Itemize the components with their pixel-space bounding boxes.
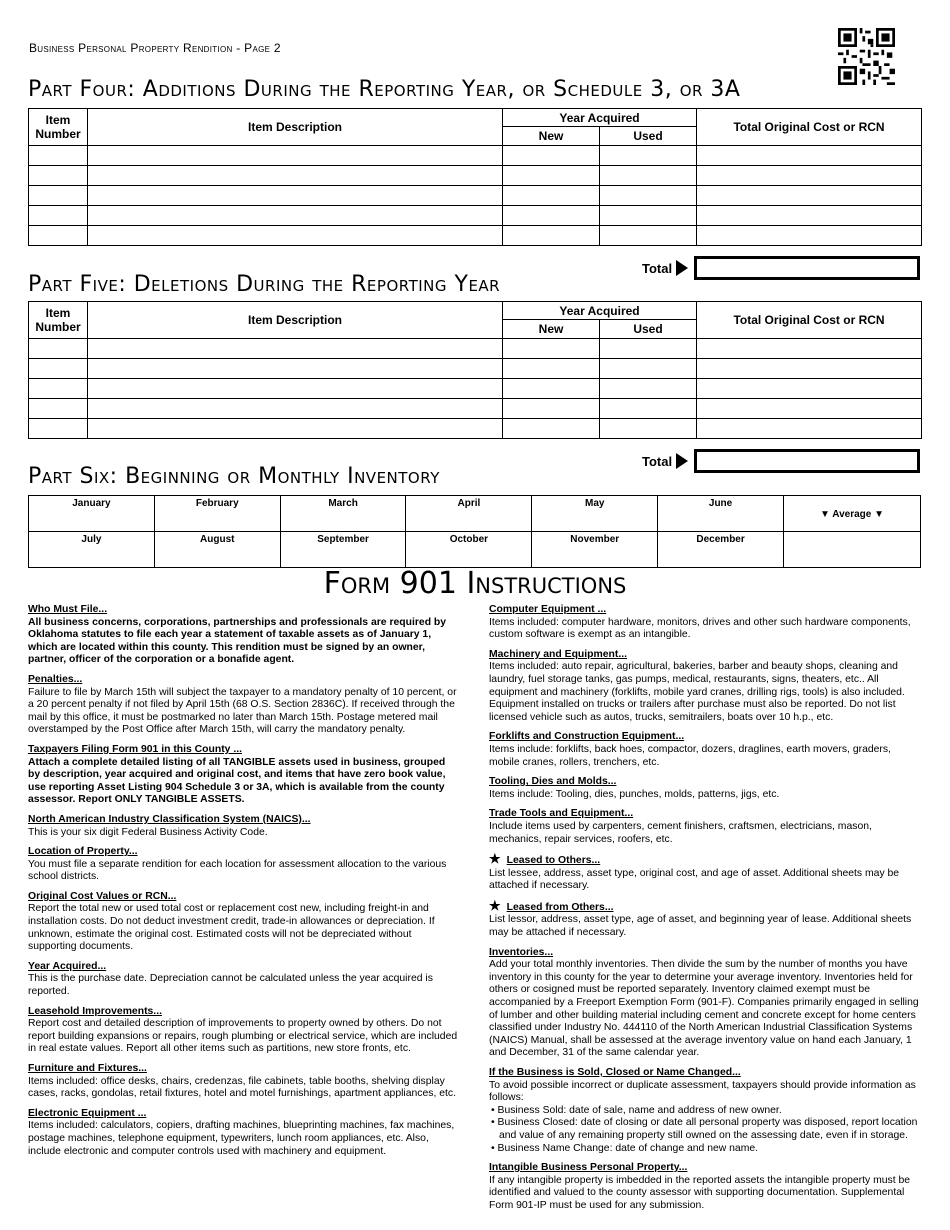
section-furniture-and-fixtures — [28, 1063, 460, 1101]
month-january[interactable]: January — [29, 496, 155, 532]
section-body: Items include: forklifts, back hoes, compactor, dozers, draglines, earth movers, graders, mobile cranes, rollers, trenchers, etc. — [489, 743, 891, 768]
section-heading — [28, 604, 460, 617]
col-item-description: Item Description — [88, 109, 503, 146]
item-number-field[interactable] — [29, 206, 88, 226]
total-cost-field[interactable] — [697, 186, 922, 206]
section-body: This is your six digit Federal Business Activity Code. — [28, 826, 268, 838]
section-heading-text: Intangible Business Personal Property... — [489, 1162, 688, 1174]
section-heading — [489, 604, 921, 617]
section-body: Report cost and detailed description of improvements to property owned by others. Do not report building expansions or repairs, rough plumbing or electrical service, which are included in real estate values. Report all other items such as partitions, new store fronts, etc. — [28, 1018, 458, 1055]
item-number-field[interactable] — [29, 419, 88, 439]
section-heading — [489, 808, 921, 821]
col-item-number: Item Number — [29, 302, 88, 339]
section-heading-text: Location of Property... — [28, 846, 138, 858]
section-body: Items include: Tooling, dies, punches, molds, patterns, jigs, etc. — [489, 788, 780, 800]
used-year-field[interactable] — [600, 359, 697, 379]
section-body: This is the purchase date. Depreciation cannot be calculated unless the year acquired is reported. — [28, 973, 433, 998]
section-original-cost-values-or-rcn — [28, 891, 460, 954]
section-heading-text: Furniture and Fixtures... — [28, 1063, 147, 1074]
col-new: New — [503, 127, 600, 146]
month-march[interactable]: March — [280, 496, 406, 532]
used-year-field[interactable] — [600, 226, 697, 246]
section-year-acquired — [28, 961, 460, 999]
item-number-field[interactable] — [29, 166, 88, 186]
month-november[interactable]: November — [532, 532, 658, 568]
section-body: All business concerns, corporations, partnerships and professionals are required by Oklahoma statutes to file each year a statement of taxable assets as of January 1, which are located within this county. This rendition must be signed by an owner, partner, officer of the corporation or a bonafide agent. — [28, 616, 447, 666]
section-heading — [28, 961, 460, 974]
section-body: You must file a separate rendition for each location for assessment allocation to the various school districts. — [28, 858, 447, 883]
col-year-acquired: Year Acquired — [503, 109, 697, 127]
item-description-field[interactable] — [88, 206, 503, 226]
section-heading — [489, 731, 921, 744]
bullet-list — [489, 1105, 921, 1155]
qr-code-icon — [838, 28, 895, 85]
item-number-field[interactable] — [29, 226, 88, 246]
arrow-right-icon — [676, 453, 688, 469]
col-year-acquired: Year Acquired — [503, 302, 697, 320]
section-heading-text: Trade Tools and Equipment... — [489, 808, 634, 820]
item-description-field[interactable] — [88, 359, 503, 379]
section-heading — [489, 947, 921, 960]
table-row — [29, 166, 922, 186]
section-tooling-dies-and-molds — [489, 776, 921, 801]
used-year-field[interactable] — [600, 399, 697, 419]
total-label: Total — [642, 260, 673, 276]
section-penalties — [28, 674, 460, 737]
section-heading-text: Leasehold Improvements... — [28, 1005, 162, 1017]
section-heading-text: Taxpayers Filing Form 901 in this County ... — [28, 743, 243, 755]
item-number-field[interactable] — [29, 359, 88, 379]
table-row — [29, 399, 922, 419]
col-total-cost: Total Original Cost or RCN — [697, 302, 922, 339]
month-may[interactable]: May — [532, 496, 658, 532]
section-heading-text: Leased from Others... — [506, 901, 614, 913]
item-description-field[interactable] — [88, 226, 503, 246]
used-year-field[interactable] — [600, 146, 697, 166]
col-new: New — [503, 320, 600, 339]
new-year-field[interactable] — [503, 379, 600, 399]
section-body: List lessee, address, asset type, original cost, and age of asset. Additional sheets may be attached if necessary. — [489, 867, 900, 892]
section-taxpayers-filing-form-901-in-this-county — [28, 744, 460, 807]
table-row — [29, 339, 922, 359]
section-heading — [28, 1063, 460, 1076]
section-intangible-business-personal-property — [489, 1162, 921, 1212]
total-cost-field[interactable] — [697, 166, 922, 186]
section-heading — [489, 776, 921, 789]
part-five-total-row — [642, 449, 920, 473]
used-year-field[interactable] — [600, 206, 697, 226]
item-description-field[interactable] — [88, 419, 503, 439]
section-leased-from-others — [489, 897, 921, 940]
section-who-must-file — [28, 604, 460, 667]
table-row — [29, 186, 922, 206]
section-heading — [28, 1108, 460, 1121]
section-heading — [489, 1067, 921, 1080]
new-year-field[interactable] — [503, 166, 600, 186]
total-cost-field[interactable] — [697, 206, 922, 226]
section-heading — [28, 814, 460, 827]
section-heading — [28, 891, 460, 904]
section-heading-text: Electronic Equipment ... — [28, 1107, 147, 1119]
star-icon: ★ — [489, 897, 501, 913]
item-description-field[interactable] — [88, 166, 503, 186]
item-description-field[interactable] — [88, 146, 503, 166]
section-heading-text: Inventories... — [489, 946, 554, 958]
item-description-field[interactable] — [88, 379, 503, 399]
section-heading-text: Tooling, Dies and Molds... — [489, 776, 617, 788]
new-year-field[interactable] — [503, 226, 600, 246]
month-april[interactable]: April — [406, 496, 532, 532]
section-heading-text: Forklifts and Construction Equipment... — [489, 731, 685, 743]
table-row — [29, 146, 922, 166]
section-heading-text: Penalties... — [28, 673, 83, 685]
table-row — [29, 419, 922, 439]
instructions-title: Form 901 Instructions — [323, 566, 627, 601]
item-number-field[interactable] — [29, 399, 88, 419]
section-heading — [28, 846, 460, 859]
section-heading-text: Leased to Others... — [506, 855, 601, 867]
new-year-field[interactable] — [503, 399, 600, 419]
section-electronic-equipment — [28, 1108, 460, 1158]
section-north-american-industry-classification-system-naics — [28, 814, 460, 839]
section-trade-tools-and-equipment — [489, 808, 921, 846]
list-item: • Business Sold: date of sale, name and address of new owner. — [491, 1104, 782, 1116]
col-total-cost: Total Original Cost or RCN — [697, 109, 922, 146]
used-year-field[interactable] — [600, 379, 697, 399]
month-february[interactable]: February — [154, 496, 280, 532]
part-five-title: Part Five: Deletions During the Reporting Year — [28, 272, 501, 297]
col-used: Used — [600, 320, 697, 339]
used-year-field[interactable] — [600, 166, 697, 186]
total-cost-field[interactable] — [697, 339, 922, 359]
section-leasehold-improvements — [28, 1006, 460, 1056]
total-cost-field[interactable] — [697, 146, 922, 166]
section-heading — [28, 744, 460, 757]
section-body: Include items used by carpenters, cement finishers, craftsmen, electricians, mason, mechanics, repair services, roofers, etc. — [489, 820, 872, 845]
part-six-title: Part Six: Beginning or Monthly Inventory — [28, 464, 440, 489]
col-item-description: Item Description — [88, 302, 503, 339]
list-item: • Business Closed: date of closing or date all personal property was disposed, report location and value of any remaining property still owned on the assessing date, even if in storage. — [491, 1117, 918, 1141]
section-heading-text: Machinery and Equipment... — [489, 648, 627, 660]
item-description-field[interactable] — [88, 399, 503, 419]
part-four-total-field[interactable] — [694, 256, 920, 280]
table-row — [29, 359, 922, 379]
total-cost-field[interactable] — [697, 226, 922, 246]
section-heading — [28, 674, 460, 687]
section-body: Items included: calculators, copiers, drafting machines, blueprinting machines, fax machines, postage machines, telephone equipment, typewriters, lunch room appliances, etc. Also, include electronic and computer controls used with machinery and equipment. — [28, 1120, 455, 1157]
item-description-field[interactable] — [88, 339, 503, 359]
inventory-table — [28, 495, 921, 568]
section-heading-text: North American Industry Classification System (NAICS)... — [28, 813, 311, 825]
col-item-number: Item Number — [29, 109, 88, 146]
section-heading — [489, 1162, 921, 1175]
table-row — [29, 206, 922, 226]
new-year-field[interactable] — [503, 206, 600, 226]
item-number-field[interactable] — [29, 339, 88, 359]
page-header: Business Personal Property Rendition - Page 2 — [29, 41, 281, 55]
list-item: • Business Name Change: date of change and new name. — [491, 1142, 759, 1154]
item-number-field[interactable] — [29, 186, 88, 206]
month-october[interactable]: October — [406, 532, 532, 568]
star-icon: ★ — [489, 851, 501, 867]
section-heading — [28, 1006, 460, 1019]
section-body: Report the total new or used total cost or replacement cost new, including freight-in and installation costs. Do not deduct investment credit, trade-in allowances or depreciation. If unknown, estimate the original cost. Estimated costs will not be depreciated without supporting documents. — [28, 903, 435, 953]
section-body: Items included: computer hardware, monitors, drives and other such hardware components, custom software is exempt as an intangible. — [489, 616, 911, 641]
month-july[interactable]: July — [29, 532, 155, 568]
section-heading-text: Computer Equipment ... — [489, 604, 607, 615]
table-row — [29, 226, 922, 246]
section-if-the-business-is-sold-closed-or-name-changed — [489, 1067, 921, 1155]
section-machinery-and-equipment — [489, 649, 921, 725]
section-heading-text: If the Business is Sold, Closed or Name Changed... — [489, 1067, 741, 1078]
part-four-total-row — [642, 256, 920, 280]
average-field[interactable] — [784, 532, 921, 568]
section-body: To avoid possible incorrect or duplicate assessment, taxpayers should provide information as follows: — [489, 1079, 916, 1104]
section-heading-text: Who Must File... — [28, 604, 108, 615]
month-june[interactable]: June — [658, 496, 784, 532]
total-cost-field[interactable] — [697, 379, 922, 399]
section-body: Attach a complete detailed listing of all TANGIBLE assets used in business, grouped by description, year acquired and original cost, and items that have zero book value, use reporting Asset Listing 904 Schedule 3 or 3A, which is available from the county assessor. Report ONLY TANGIBLE ASSETS. — [28, 756, 446, 806]
section-body: List lessor, address, asset type, age of asset, and beginning year of lease. Additional sheets may be attached if necessary. — [489, 914, 912, 939]
item-description-field[interactable] — [88, 186, 503, 206]
item-number-field[interactable] — [29, 379, 88, 399]
item-number-field[interactable] — [29, 146, 88, 166]
arrow-right-icon — [676, 260, 688, 276]
average-label: ▼ Average ▼ — [784, 496, 921, 532]
section-leased-to-others — [489, 853, 921, 893]
section-location-of-property — [28, 846, 460, 884]
section-body: Items included: auto repair, agricultural, bakeries, barber and beauty shops, cleaning and laundry, fuel storage tanks, gas pumps, medical, restaurants, signs, theaters, etc.. All equipment and machinery (forklifts, mobile yard cranes, drilling rigs, tools) is also included. Equipment installed on trucks or trailers after purchase must also be reported. Do not list licensed vehicle such as autos, trucks, semitrailers, boats over 10 h.p., etc. — [489, 661, 905, 723]
new-year-field[interactable] — [503, 359, 600, 379]
new-year-field[interactable] — [503, 186, 600, 206]
part-five-table — [28, 301, 922, 439]
section-heading — [489, 853, 921, 868]
part-five-total-field[interactable] — [694, 449, 920, 473]
total-cost-field[interactable] — [697, 399, 922, 419]
col-used: Used — [600, 127, 697, 146]
section-body: Add your total monthly inventories. Then divide the sum by the number of months you have inventory in this county for the year to determine your average inventory. Inventories held for others or cosigned must be reported separately. Inventory claimed exempt must be accompanied by a Freeport Exemption Form (901-F). Companies primarily engaged in selling of lumber and other building material including cement and concrete except for home centers classified under Industry No. 444110 of the North American Industrial Classification Systems (NAICS) Manual, shall be assessed at the average inventory value on hand each January, 1 and December, 31 of the same calendar year. — [489, 959, 919, 1059]
section-inventories — [489, 947, 921, 1060]
section-computer-equipment — [489, 604, 921, 642]
part-four-title: Part Four: Additions During the Reporting Year, or Schedule 3, or 3A — [28, 77, 741, 102]
section-heading-text: Original Cost Values or RCN... — [28, 890, 177, 902]
month-september[interactable]: September — [280, 532, 406, 568]
section-body: Failure to file by March 15th will subject the taxpayer to a mandatory penalty of 10 percent, or a 20 percent penalty if not filed by April 15th (68 O.S. Section 2836C). If received through the mail by this office, it must be postmarked no later than March 15th. Postage metered mail overstamped by the Post Office after March 15th, will carry the mandatory penalty. — [28, 686, 457, 736]
part-four-table — [28, 108, 922, 246]
used-year-field[interactable] — [600, 419, 697, 439]
section-heading — [489, 897, 921, 915]
section-body: If any intangible property is imbedded in the reported assets the intangible property must be identified and valued to the county assessor with supporting documentation. Supplemental Form 901-IP must be used for any submission. — [489, 1174, 911, 1211]
section-heading — [489, 649, 921, 662]
section-heading-text: Year Acquired... — [28, 960, 107, 972]
month-august[interactable]: August — [154, 532, 280, 568]
table-row — [29, 379, 922, 399]
total-cost-field[interactable] — [697, 419, 922, 439]
section-body: Items included: office desks, chairs, credenzas, file cabinets, table booths, shelving display cases, racks, gondolas, retail fixtures, hotel and motel furnishings, apartment appliances, etc. — [28, 1075, 456, 1100]
used-year-field[interactable] — [600, 339, 697, 359]
total-label: Total — [642, 453, 673, 469]
new-year-field[interactable] — [503, 339, 600, 359]
instructions-right-column — [489, 604, 921, 1220]
instructions-left-column — [28, 604, 460, 1165]
new-year-field[interactable] — [503, 419, 600, 439]
new-year-field[interactable] — [503, 146, 600, 166]
used-year-field[interactable] — [600, 186, 697, 206]
month-december[interactable]: December — [658, 532, 784, 568]
total-cost-field[interactable] — [697, 359, 922, 379]
section-forklifts-and-construction-equipment — [489, 731, 921, 769]
